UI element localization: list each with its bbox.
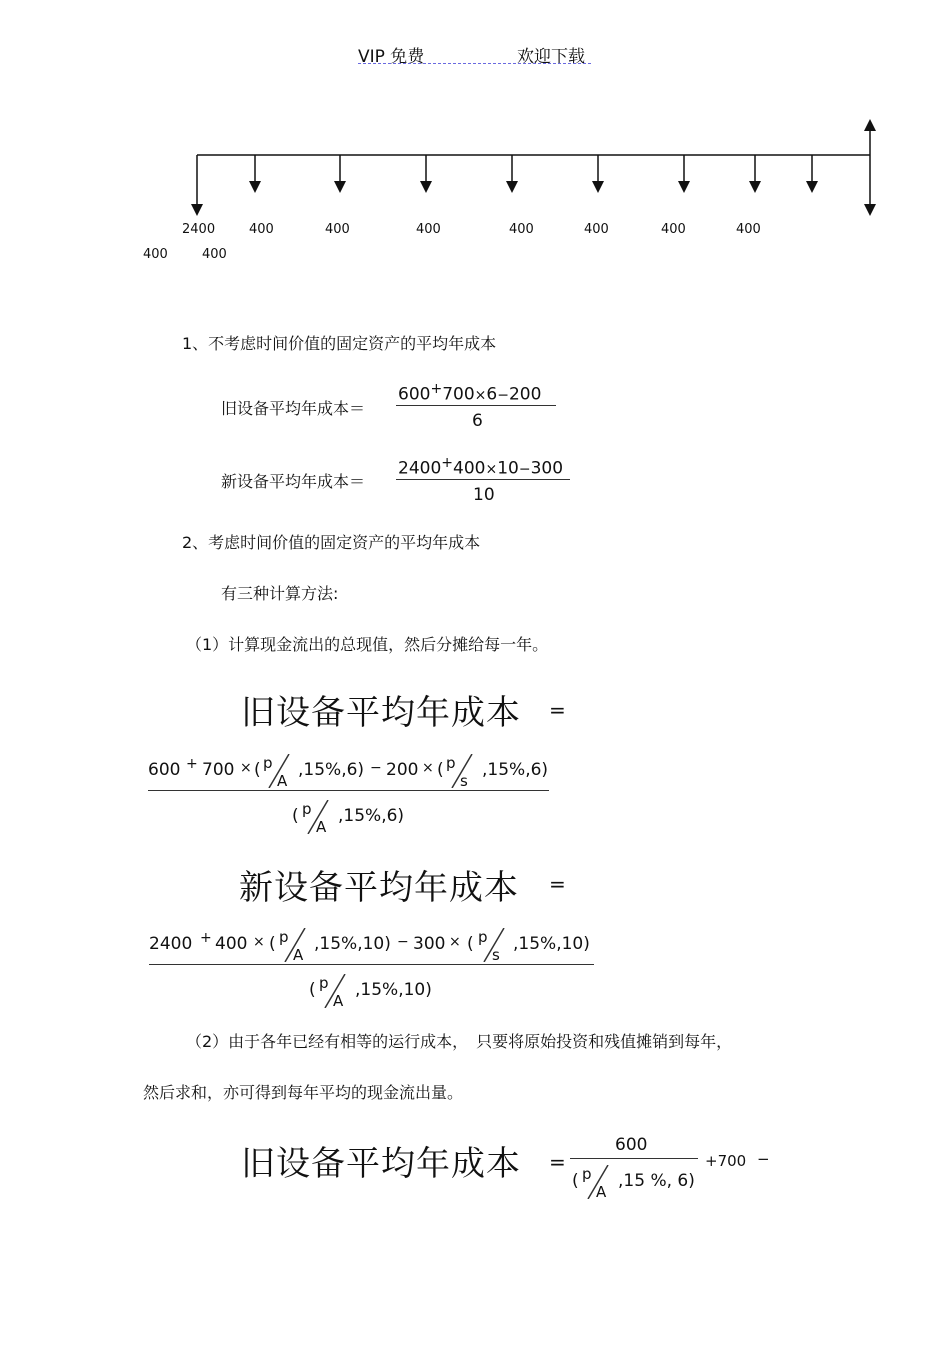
section2-heading: 2、考虑时间价值的固定资产的平均年成本: [182, 533, 481, 552]
old-avg-cost-title: 旧设备平均年成本: [241, 693, 521, 733]
new-formula-denominator: 10: [473, 485, 495, 505]
f3-denominator: ( p A ,15 %, 6): [572, 1165, 695, 1201]
f2-denominator: ( p A ,15%,10): [309, 974, 432, 1010]
header-dashed-underline: [358, 63, 591, 64]
equals-sign: =: [549, 1150, 566, 1174]
flow-label: 400: [509, 222, 534, 237]
old-formula-bar: [396, 405, 556, 406]
flow-label: 400: [736, 222, 761, 237]
new-formula-bar: [396, 479, 570, 480]
f1-numerator: 600 + 700 × ( p A ,15%,6) − 200 × ( p s ,15%,6): [148, 754, 549, 790]
method2-text-line1: （2）由于各年已经有相等的运行成本， 只要将原始投资和残值摊销到每年，: [186, 1032, 733, 1051]
old-equipment-label: 旧设备平均年成本＝: [221, 399, 366, 418]
new-equipment-label: 新设备平均年成本＝: [221, 472, 366, 491]
header-welcome-download: 欢迎下载: [517, 47, 585, 67]
header-vip-free: VIP 免费: [358, 47, 425, 67]
f1-denominator: ( p A ,15%,6): [292, 800, 405, 836]
flow-label: 2400: [182, 222, 216, 237]
flow-label: 400: [325, 222, 350, 237]
flow-label: 400: [202, 247, 227, 262]
flow-label: 400: [661, 222, 686, 237]
methods-intro: 有三种计算方法:: [221, 584, 339, 603]
cash-flow-timeline: [0, 110, 950, 225]
new-formula-numerator: 2400+400×10−300: [398, 455, 564, 479]
f3-numerator: 600: [615, 1135, 648, 1155]
flow-label: 400: [249, 222, 274, 237]
equals-sign: =: [549, 698, 566, 722]
f2-numerator: 2400 + 400 × ( p A ,15%,10) − 300 × ( p s ,15%,10): [149, 928, 590, 964]
method2-text-line2: 然后求和，亦可得到每年平均的现金流出量。: [143, 1083, 464, 1102]
f3-fraction-bar: [570, 1158, 698, 1159]
old-avg-cost-title-2: 旧设备平均年成本: [241, 1144, 521, 1184]
new-avg-cost-title: 新设备平均年成本: [239, 868, 519, 908]
f3-minus: −: [757, 1150, 770, 1168]
f2-fraction-bar: [149, 964, 594, 965]
method1-text: （1）计算现金流出的总现值，然后分摊给每一年。: [186, 635, 549, 654]
f1-fraction-bar: [148, 790, 549, 791]
section1-heading: 1、不考虑时间价值的固定资产的平均年成本: [182, 334, 497, 353]
old-formula-numerator: 600+700×6−200: [398, 381, 542, 405]
flow-label: 400: [584, 222, 609, 237]
f3-plus-700: +700: [705, 1152, 747, 1170]
old-formula-denominator: 6: [472, 411, 483, 431]
flow-label: 400: [143, 247, 168, 262]
equals-sign: =: [549, 872, 566, 896]
flow-label: 400: [416, 222, 441, 237]
